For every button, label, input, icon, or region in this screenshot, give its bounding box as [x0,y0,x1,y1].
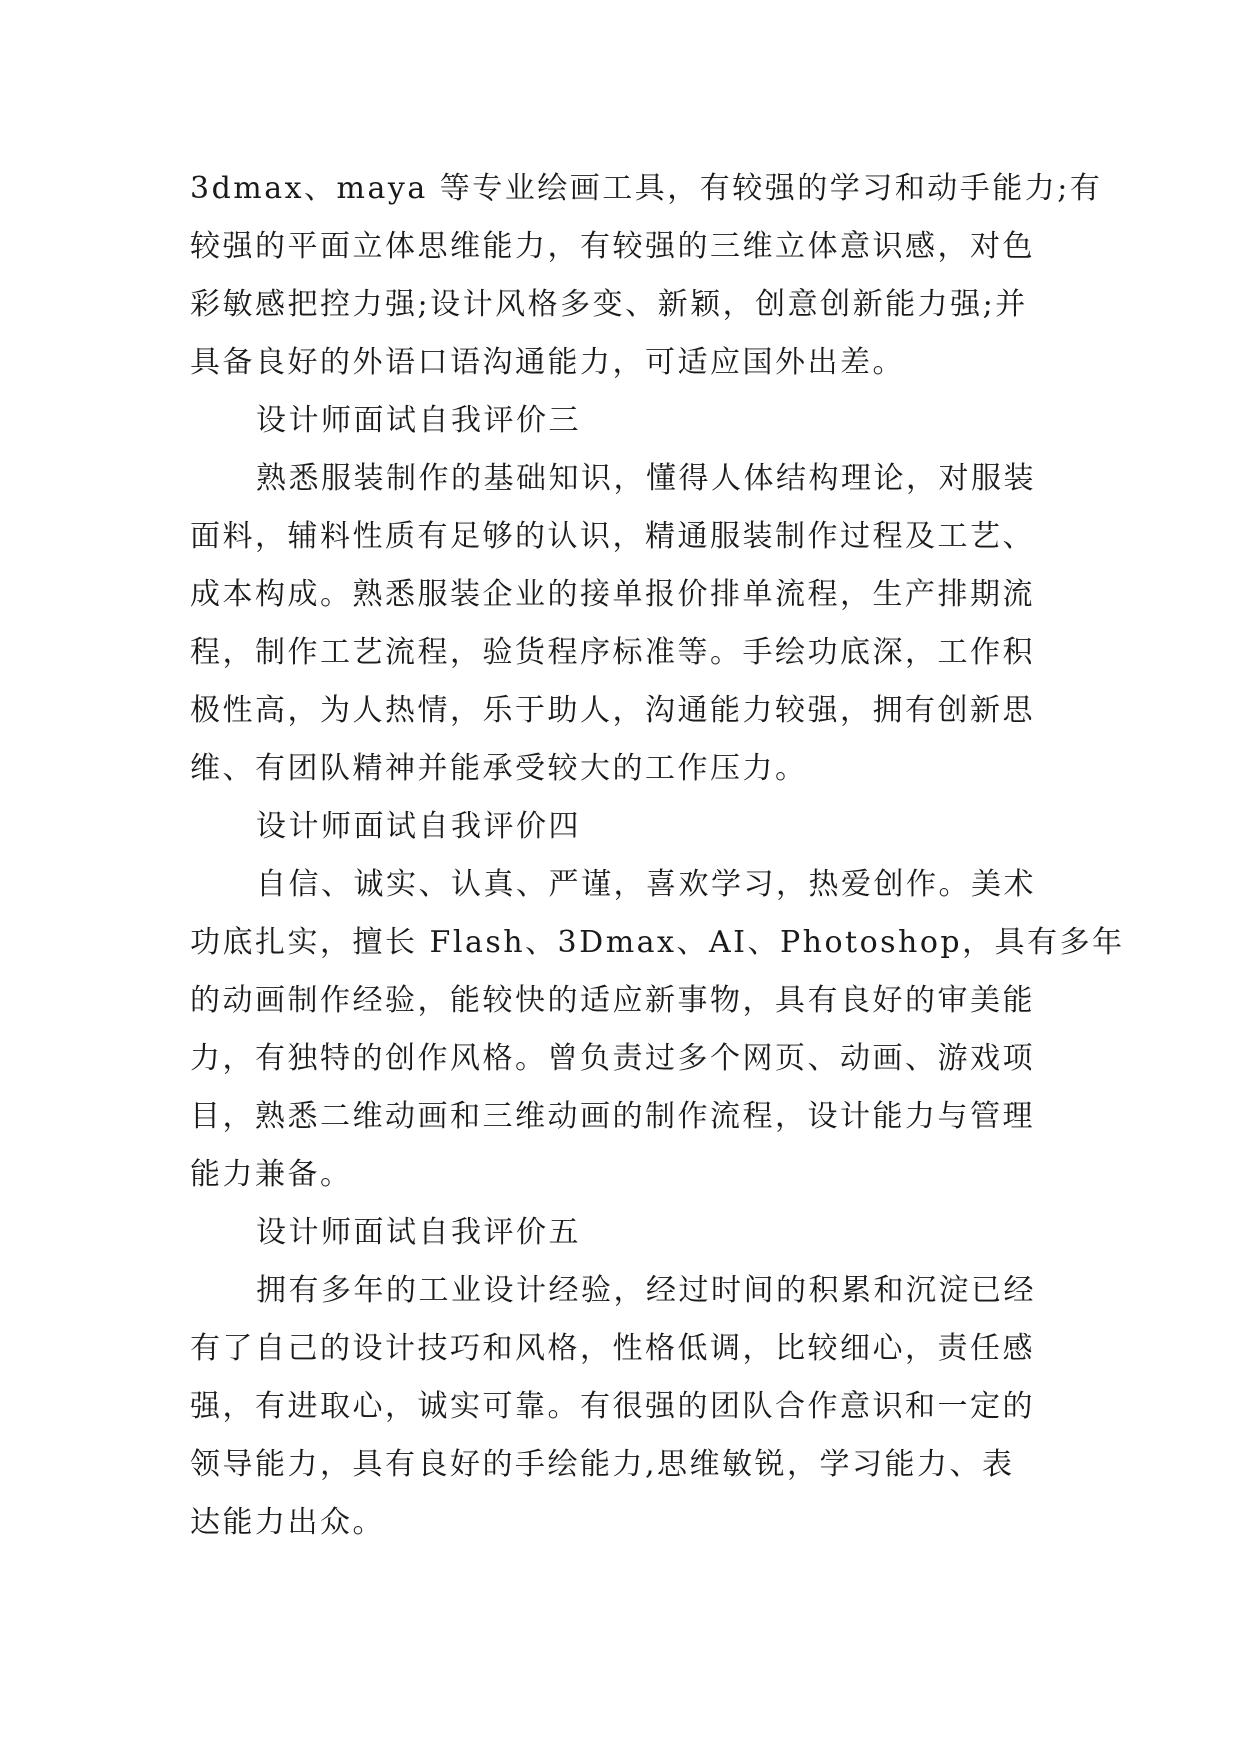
text-line: 功底扎实，擅长 Flash、3Dmax、AI、Photoshop，具有多年 [190,925,1125,960]
document-body [190,160,1125,1552]
text-line: 熟悉服装制作的基础知识，懂得人体结构理论，对服装 [256,461,1036,496]
section-heading: 设计师面试自我评价四 [256,809,581,844]
text-line: 目，熟悉二维动画和三维动画的制作流程，设计能力与管理 [190,1099,1035,1134]
text-line: 达能力出众。 [190,1505,385,1540]
text-line: 能力兼备。 [190,1157,353,1192]
text-line: 程，制作工艺流程，验货程序标准等。手绘功底深，工作积 [190,635,1035,670]
paragraph-continued [190,160,1103,392]
text-line: 具备良好的外语口语沟通能力，可适应国外出差。 [190,345,905,380]
text-line: 3dmax、maya 等专业绘画工具，有较强的学习和动手能力;有 [190,171,1103,206]
paragraph [190,856,1125,1204]
text-line: 有了自己的设计技巧和风格，性格低调，比较细心，责任感 [190,1331,1035,1366]
section-heading: 设计师面试自我评价三 [256,403,581,438]
paragraph [190,450,1070,798]
text-line: 领导能力，具有良好的手绘能力,思维敏锐，学习能力、表 [190,1447,1015,1482]
text-line: 彩敏感把控力强;设计风格多变、新颖，创意创新能力强;并 [190,287,1028,322]
text-line: 拥有多年的工业设计经验，经过时间的积累和沉淀已经 [256,1273,1036,1308]
text-line: 面料，辅料性质有足够的认识，精通服装制作过程及工艺、 [190,519,1035,554]
text-line: 维、有团队精神并能承受较大的工作压力。 [190,751,808,786]
text-line: 成本构成。熟悉服装企业的接单报价排单流程，生产排期流 [190,577,1035,612]
text-line: 力，有独特的创作风格。曾负责过多个网页、动画、游戏项 [190,1041,1035,1076]
text-line: 自信、诚实、认真、严谨，喜欢学习，热爱创作。美术 [256,867,1036,902]
paragraph [190,1262,1070,1552]
text-line: 较强的平面立体思维能力，有较强的三维立体意识感，对色 [190,229,1035,264]
section-heading: 设计师面试自我评价五 [256,1215,581,1250]
text-line: 的动画制作经验，能较快的适应新事物，具有良好的审美能 [190,983,1035,1018]
text-line: 极性高，为人热情，乐于助人，沟通能力较强，拥有创新思 [190,693,1035,728]
text-line: 强，有进取心，诚实可靠。有很强的团队合作意识和一定的 [190,1389,1035,1424]
